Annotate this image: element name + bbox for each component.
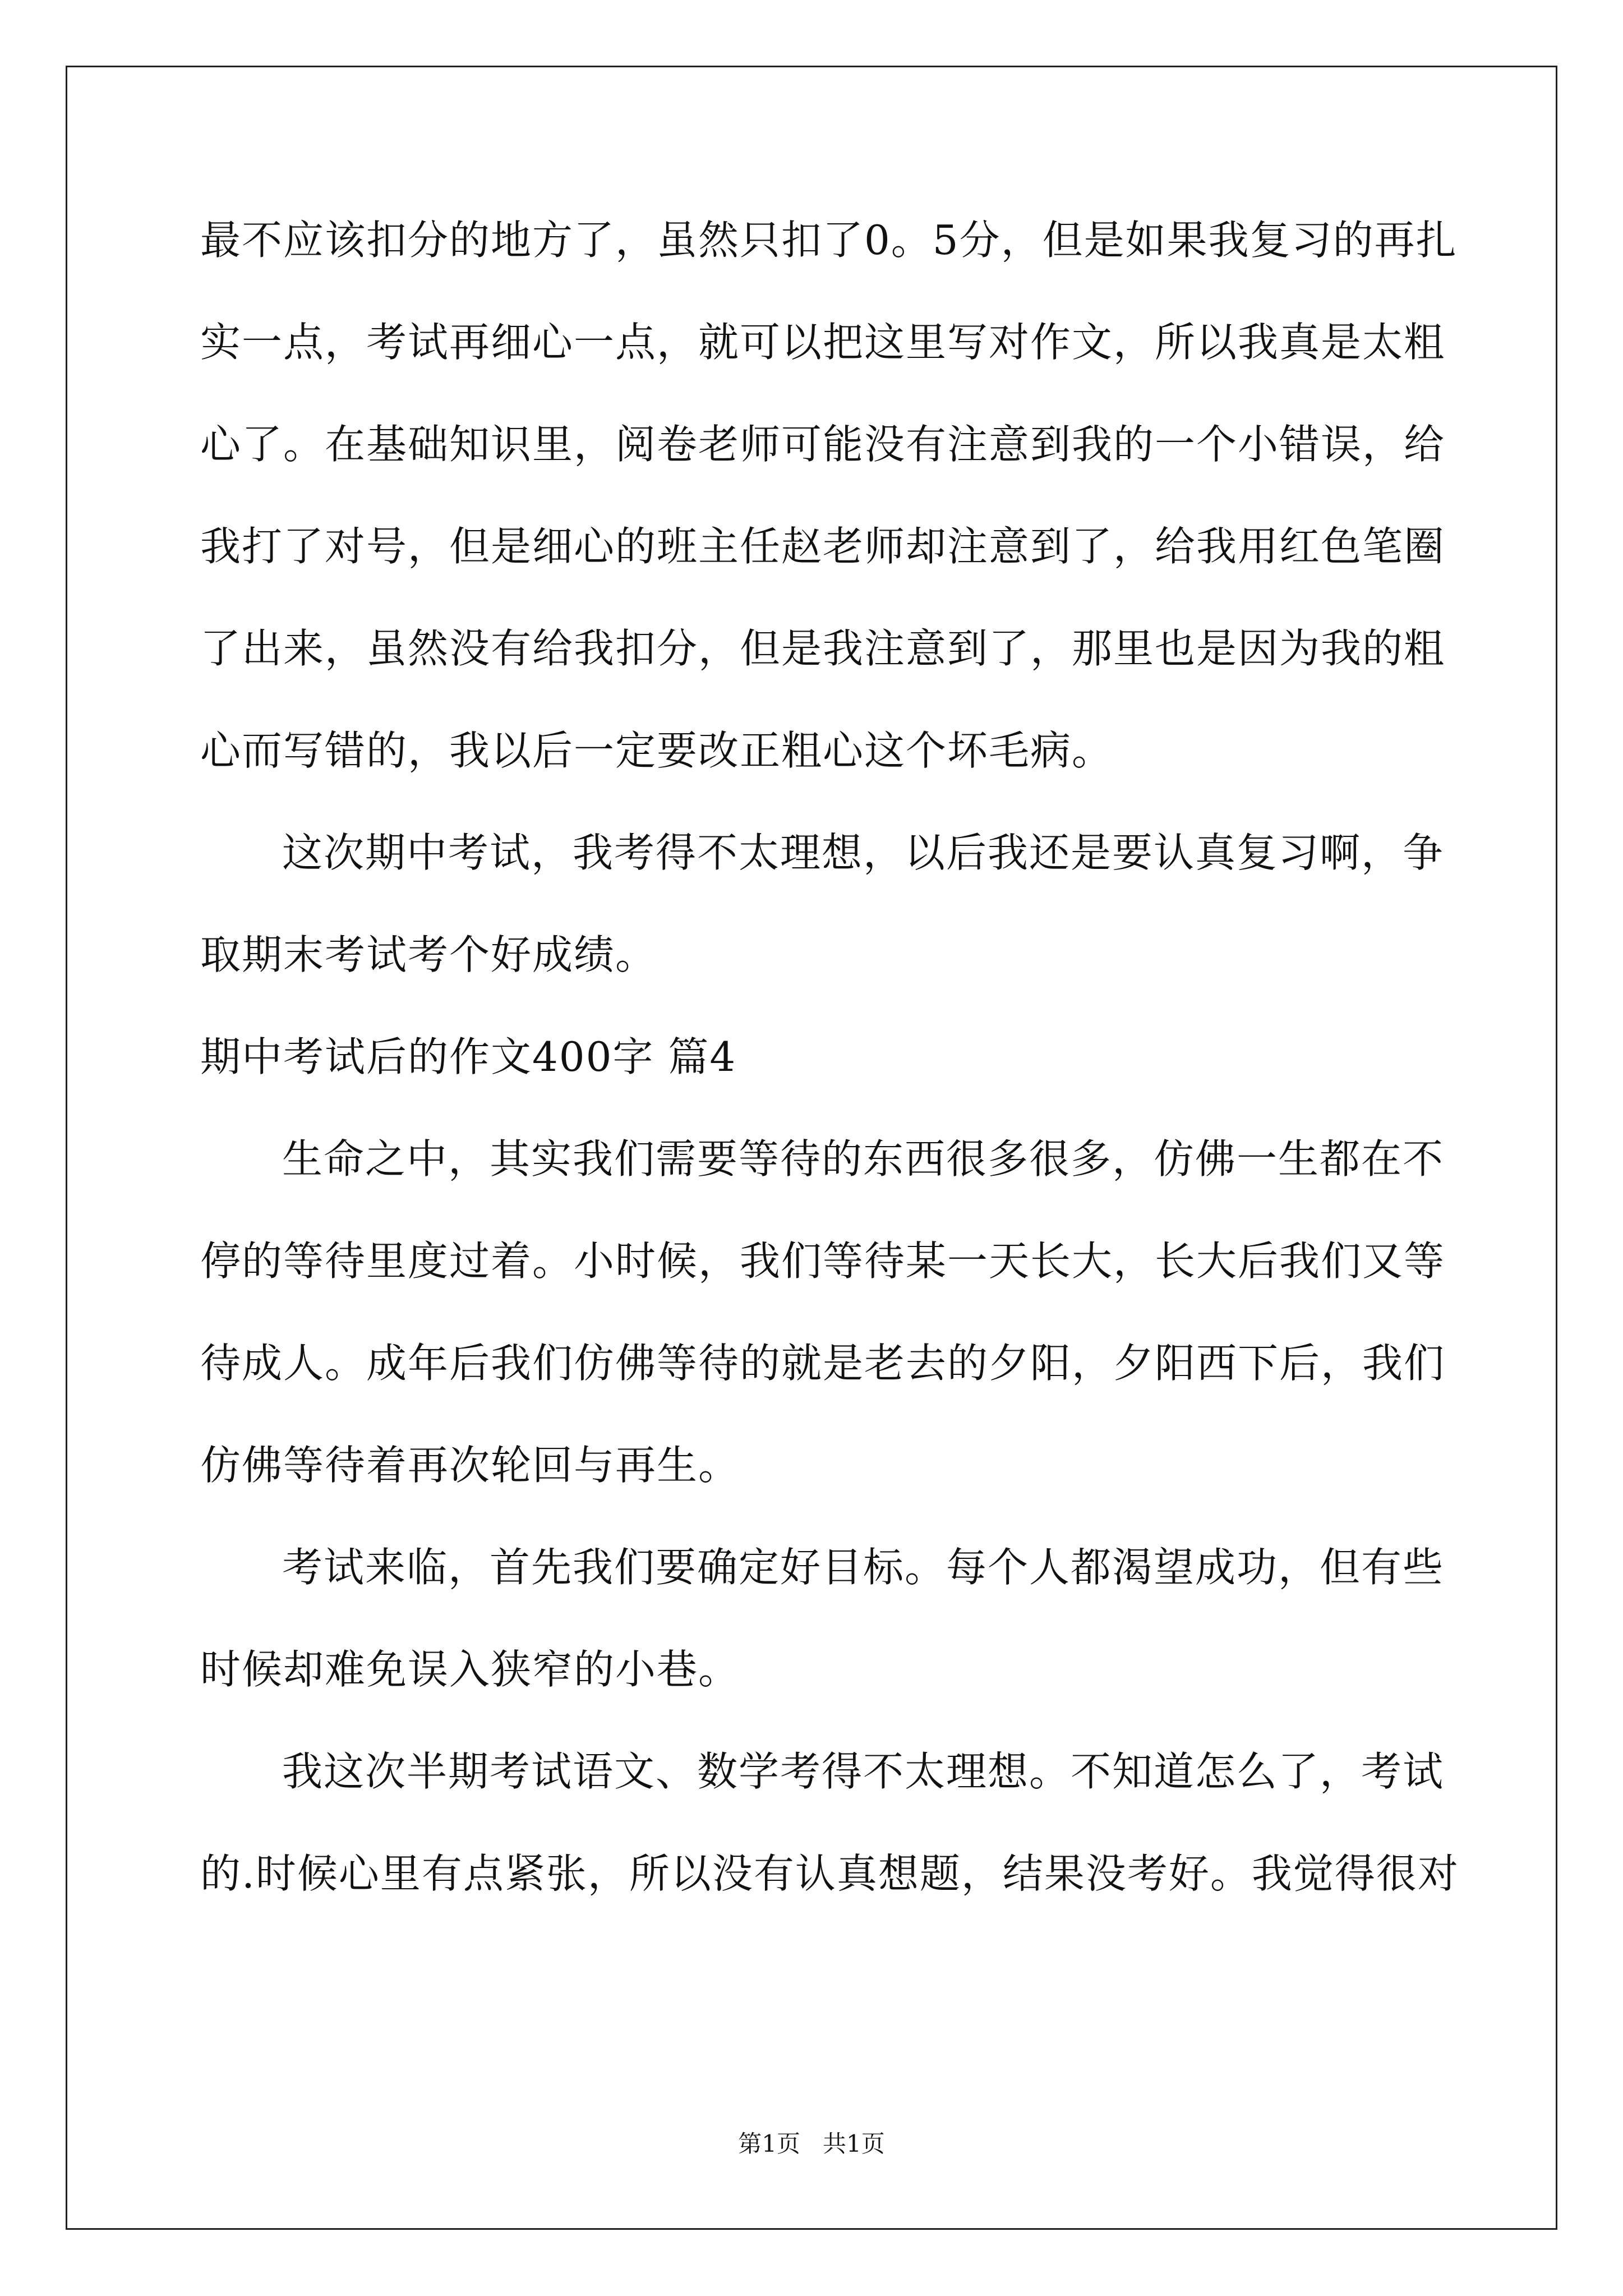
text-line: 仿佛等待着再次轮回与再生。 bbox=[200, 1442, 740, 1489]
text-line: 我打了对号，但是细心的班主任赵老师却注意到了，给我用红色笔圈 bbox=[200, 523, 1446, 570]
text-line: 时候却难免误入狭窄的小巷。 bbox=[200, 1646, 740, 1693]
text-line: 取期末考试考个好成绩。 bbox=[200, 931, 657, 978]
text-line: 考试来临，首先我们要确定好目标。每个人都渴望成功，但有些 bbox=[282, 1544, 1445, 1591]
text-line: 最不应该扣分的地方了，虽然只扣了0。5分，但是如果我复习的再扎 bbox=[200, 217, 1458, 264]
text-line: 待成人。成年后我们仿佛等待的就是老去的夕阳，夕阳西下后，我们 bbox=[200, 1340, 1446, 1387]
text-line: 我这次半期考试语文、数学考得不太理想。不知道怎么了，考试 bbox=[282, 1748, 1445, 1795]
page-footer: 第1页 共1页 bbox=[738, 2130, 885, 2157]
text-line: 了出来，虽然没有给我扣分，但是我注意到了，那里也是因为我的粗 bbox=[200, 625, 1446, 672]
text-line: 心了。在基础知识里，阅卷老师可能没有注意到我的一个小错误，给 bbox=[200, 421, 1446, 468]
text-line: 实一点，考试再细心一点，就可以把这里写对作文，所以我真是太粗 bbox=[200, 319, 1446, 366]
section-heading: 期中考试后的作文400字 篇4 bbox=[200, 1033, 737, 1080]
text-line: 停的等待里度过着。小时候，我们等待某一天长大，长大后我们又等 bbox=[200, 1237, 1446, 1285]
text-line: 的.时候心里有点紧张，所以没有认真想题，结果没考好。我觉得很对 bbox=[200, 1850, 1459, 1897]
text-line: 生命之中，其实我们需要等待的东西很多很多，仿佛一生都在不 bbox=[282, 1135, 1445, 1182]
text-line: 这次期中考试，我考得不太理想，以后我还是要认真复习啊，争 bbox=[282, 829, 1445, 876]
document-body bbox=[200, 214, 1459, 1899]
text-line: 心而写错的，我以后一定要改正粗心这个坏毛病。 bbox=[200, 727, 1114, 774]
